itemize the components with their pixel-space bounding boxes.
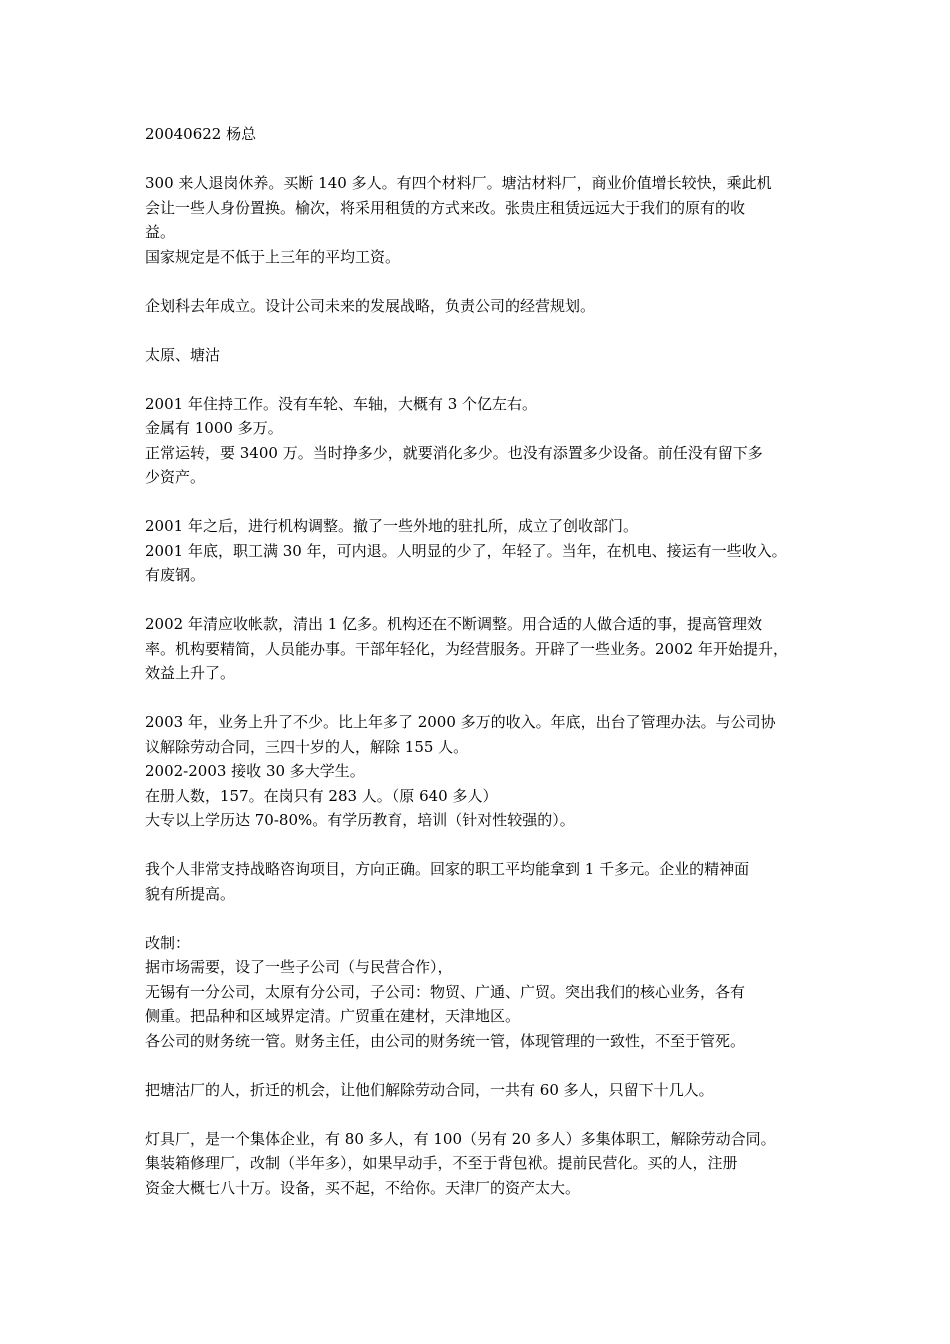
document-body bbox=[145, 171, 825, 1200]
text-line: 据市场需要，设了一些子公司（与民营合作）， bbox=[145, 958, 453, 976]
paragraph bbox=[145, 514, 825, 588]
paragraph bbox=[145, 710, 825, 833]
text-line: 率。机构要精简，人员能办事。干部年轻化，为经营服务。开辟了一些业务。2002 年开始提升， bbox=[145, 639, 788, 658]
paragraph bbox=[145, 294, 825, 319]
document-title: 20040622 杨总 bbox=[145, 125, 257, 143]
text-line: 貌有所提高。 bbox=[145, 884, 236, 903]
text-line: 2001 年住持工作。没有车轮、车轴，大概有 3 个亿左右。 bbox=[145, 394, 538, 413]
text-line: 国家规定是不低于上三年的平均工资。 bbox=[145, 247, 401, 266]
text-line: 侧重。把品种和区域界定清。广贸重在建材，天津地区。 bbox=[145, 1007, 521, 1025]
text-line: 议解除劳动合同，三四十岁的人，解除 155 人。 bbox=[145, 737, 469, 756]
text-line: 在册人数，157。在岗只有 283 人。（原 640 多人） bbox=[145, 786, 498, 805]
paragraph bbox=[145, 343, 825, 368]
text-line: 无锡有一分公司，太原有分公司，子公司：物贸、广通、广贸。突出我们的核心业务，各有 bbox=[145, 982, 746, 1001]
text-line: 改制： bbox=[145, 933, 191, 952]
paragraph bbox=[145, 392, 825, 490]
text-line: 正常运转，要 3400 万。当时挣多少，就要消化多少。也没有添置多少设备。前任没有留下多 bbox=[145, 443, 763, 462]
paragraph bbox=[145, 171, 825, 269]
text-line: 把塘沽厂的人，折迁的机会，让他们解除劳动合同，一共有 60 多人，只留下十几人。 bbox=[145, 1080, 714, 1099]
text-line: 2001 年底，职工满 30 年，可内退。人明显的少了，年轻了。当年，在机电、接运有一些收入。 bbox=[145, 541, 787, 560]
text-line: 集装箱修理厂，改制（半年多），如果早动手，不至于背包袱。提前民营化。买的人，注册 bbox=[145, 1154, 738, 1172]
paragraph bbox=[145, 1127, 825, 1201]
text-line: 我个人非常支持战略咨询项目，方向正确。回家的职工平均能拿到 1 千多元。企业的精神面 bbox=[145, 860, 750, 878]
text-line: 各公司的财务统一管。财务主任，由公司的财务统一管，体现管理的一致性，不至于管死。 bbox=[145, 1031, 746, 1050]
text-line: 少资产。 bbox=[145, 468, 206, 486]
paragraph bbox=[145, 1078, 825, 1103]
text-line: 资金大概七八十万。设备，买不起，不给你。天津厂的资产太大。 bbox=[145, 1178, 581, 1197]
document-page bbox=[145, 122, 825, 1225]
paragraph bbox=[145, 612, 825, 686]
text-line: 效益上升了。 bbox=[145, 664, 236, 682]
text-line: 2001 年之后，进行机构调整。撤了一些外地的驻扎所，成立了创收部门。 bbox=[145, 517, 638, 535]
text-line: 有废钢。 bbox=[145, 566, 206, 584]
text-line: 金属有 1000 多万。 bbox=[145, 419, 283, 437]
text-line: 300 来人退岗休养。买断 140 多人。有四个材料厂。塘沽材料厂，商业价值增长较快，乘此机 bbox=[145, 174, 772, 192]
text-line: 灯具厂，是一个集体企业，有 80 多人，有 100（另有 20 多人）多集体职工，解除劳动合同。 bbox=[145, 1129, 776, 1148]
text-line: 2002-2003 接收 30 多大学生。 bbox=[145, 762, 365, 780]
text-line: 益。 bbox=[145, 223, 176, 241]
text-line: 企划科去年成立。设计公司未来的发展战略，负责公司的经营规划。 bbox=[145, 296, 596, 315]
paragraph bbox=[145, 857, 825, 906]
text-line: 太原、塘沽 bbox=[145, 345, 221, 364]
text-line: 2003 年，业务上升了不少。比上年多了 2000 多万的收入。年底，出台了管理办法。与公司协 bbox=[145, 713, 776, 731]
text-line: 大专以上学历达 70-80%。有学历教育，培训（针对性较强的）。 bbox=[145, 811, 575, 829]
text-line: 会让一些人身份置换。榆次，将采用租赁的方式来改。张贵庄租赁远远大于我们的原有的收 bbox=[145, 198, 746, 217]
text-line: 2002 年清应收帐款，清出 1 亿多。机构还在不断调整。用合适的人做合适的事，提高管理效 bbox=[145, 615, 763, 633]
paragraph bbox=[145, 931, 825, 1054]
